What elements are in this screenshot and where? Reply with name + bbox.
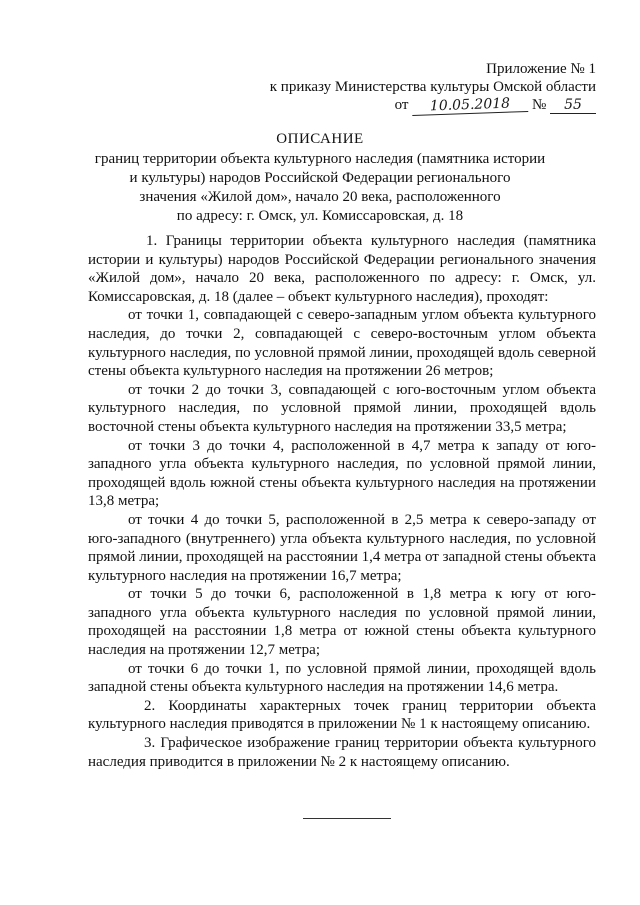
document-title: [40, 130, 600, 226]
handwritten-date: 10.05.2018: [412, 95, 529, 116]
number-label: №: [531, 97, 547, 113]
title-heading: ОПИСАНИЕ: [276, 131, 364, 147]
segment-paragraph: от точки 3 до точки 4, расположенной в 4,7 метра к западу от юго-западного угла объекта культурного наследия, по условной прямой линии, проходящей вдоль южной стены объекта культурного наследия на протяжении 13,8 метра;: [88, 437, 596, 510]
segment-paragraph: от точки 4 до точки 5, расположенной в 2,5 метра к северо-западу от юго-западного (внутреннего) угла объекта культурного наследия, по условной прямой линии, проходящей на расстоянии 1,4 метра от западной стены объекта культурного наследия на протяжении 16,7 метра;: [88, 511, 596, 584]
title-line: значения «Жилой дом», начало 20 века, расположенного: [139, 189, 501, 205]
paragraph-3: 3. Графическое изображение границ территории объекта культурного наследия приводится в приложении № 2 к настоящему описанию.: [88, 735, 596, 770]
paragraph-2: 2. Координаты характерных точек границ территории объекта культурного наследия приводятся в приложении № 1 к настоящему описанию.: [88, 697, 596, 733]
appendix-header: [270, 60, 596, 114]
segment-paragraph: от точки 5 до точки 6, расположенной в 1,8 метра к югу от юго-западного угла объекта культурного наследия по условной прямой линии, проходящей на расстоянии 1,8 метра от южной стены объекта культурного наследия на протяжении 12,7 метра;: [88, 586, 596, 659]
title-line: и культуры) народов Российской Федерации регионального: [129, 170, 511, 186]
order-date-line: [270, 96, 596, 114]
segment-paragraph: от точки 6 до точки 1, по условной прямой линии, проходящей вдоль западной стены объекта культурного наследия на протяжении 14,6 метра.: [88, 660, 596, 696]
document-body: [88, 232, 596, 771]
segment-paragraph: от точки 2 до точки 3, совпадающей с юго-восточным углом объекта культурного наследия, по условной прямой линии, проходящей вдоль восточной стены объекта культурного наследия на протяжении 33,5 метра;: [88, 381, 596, 435]
appendix-number: Приложение № 1: [486, 61, 596, 77]
paragraph-1: 1. Границы территории объекта культурного наследия (памятника истории и культуры) народов Российской Федерации регионального значения «Жилой дом», начало 20 века, расположенного по адресу: г. Омск, ул. Комиссаровская, д. 18 (далее – объект культурного наследия), проходят:: [88, 233, 596, 305]
title-line: по адресу: г. Омск, ул. Комиссаровская, д. 18: [176, 208, 464, 224]
title-line: границ территории объекта культурного наследия (памятника истории: [94, 151, 546, 167]
segment-paragraph: от точки 1, совпадающей с северо-западным углом объекта культурного наследия, до точки 2, совпадающей с северо-восточным углом объекта культурного наследия, по условной прямой линии, проходящей вдоль северной стены объекта культурного наследия на протяжении 26 метров;: [88, 307, 596, 380]
order-reference: к приказу Министерства культуры Омской области: [269, 79, 596, 95]
handwritten-order-number: 55: [550, 97, 596, 114]
from-label: от: [394, 97, 409, 113]
closing-rule: [303, 818, 391, 819]
